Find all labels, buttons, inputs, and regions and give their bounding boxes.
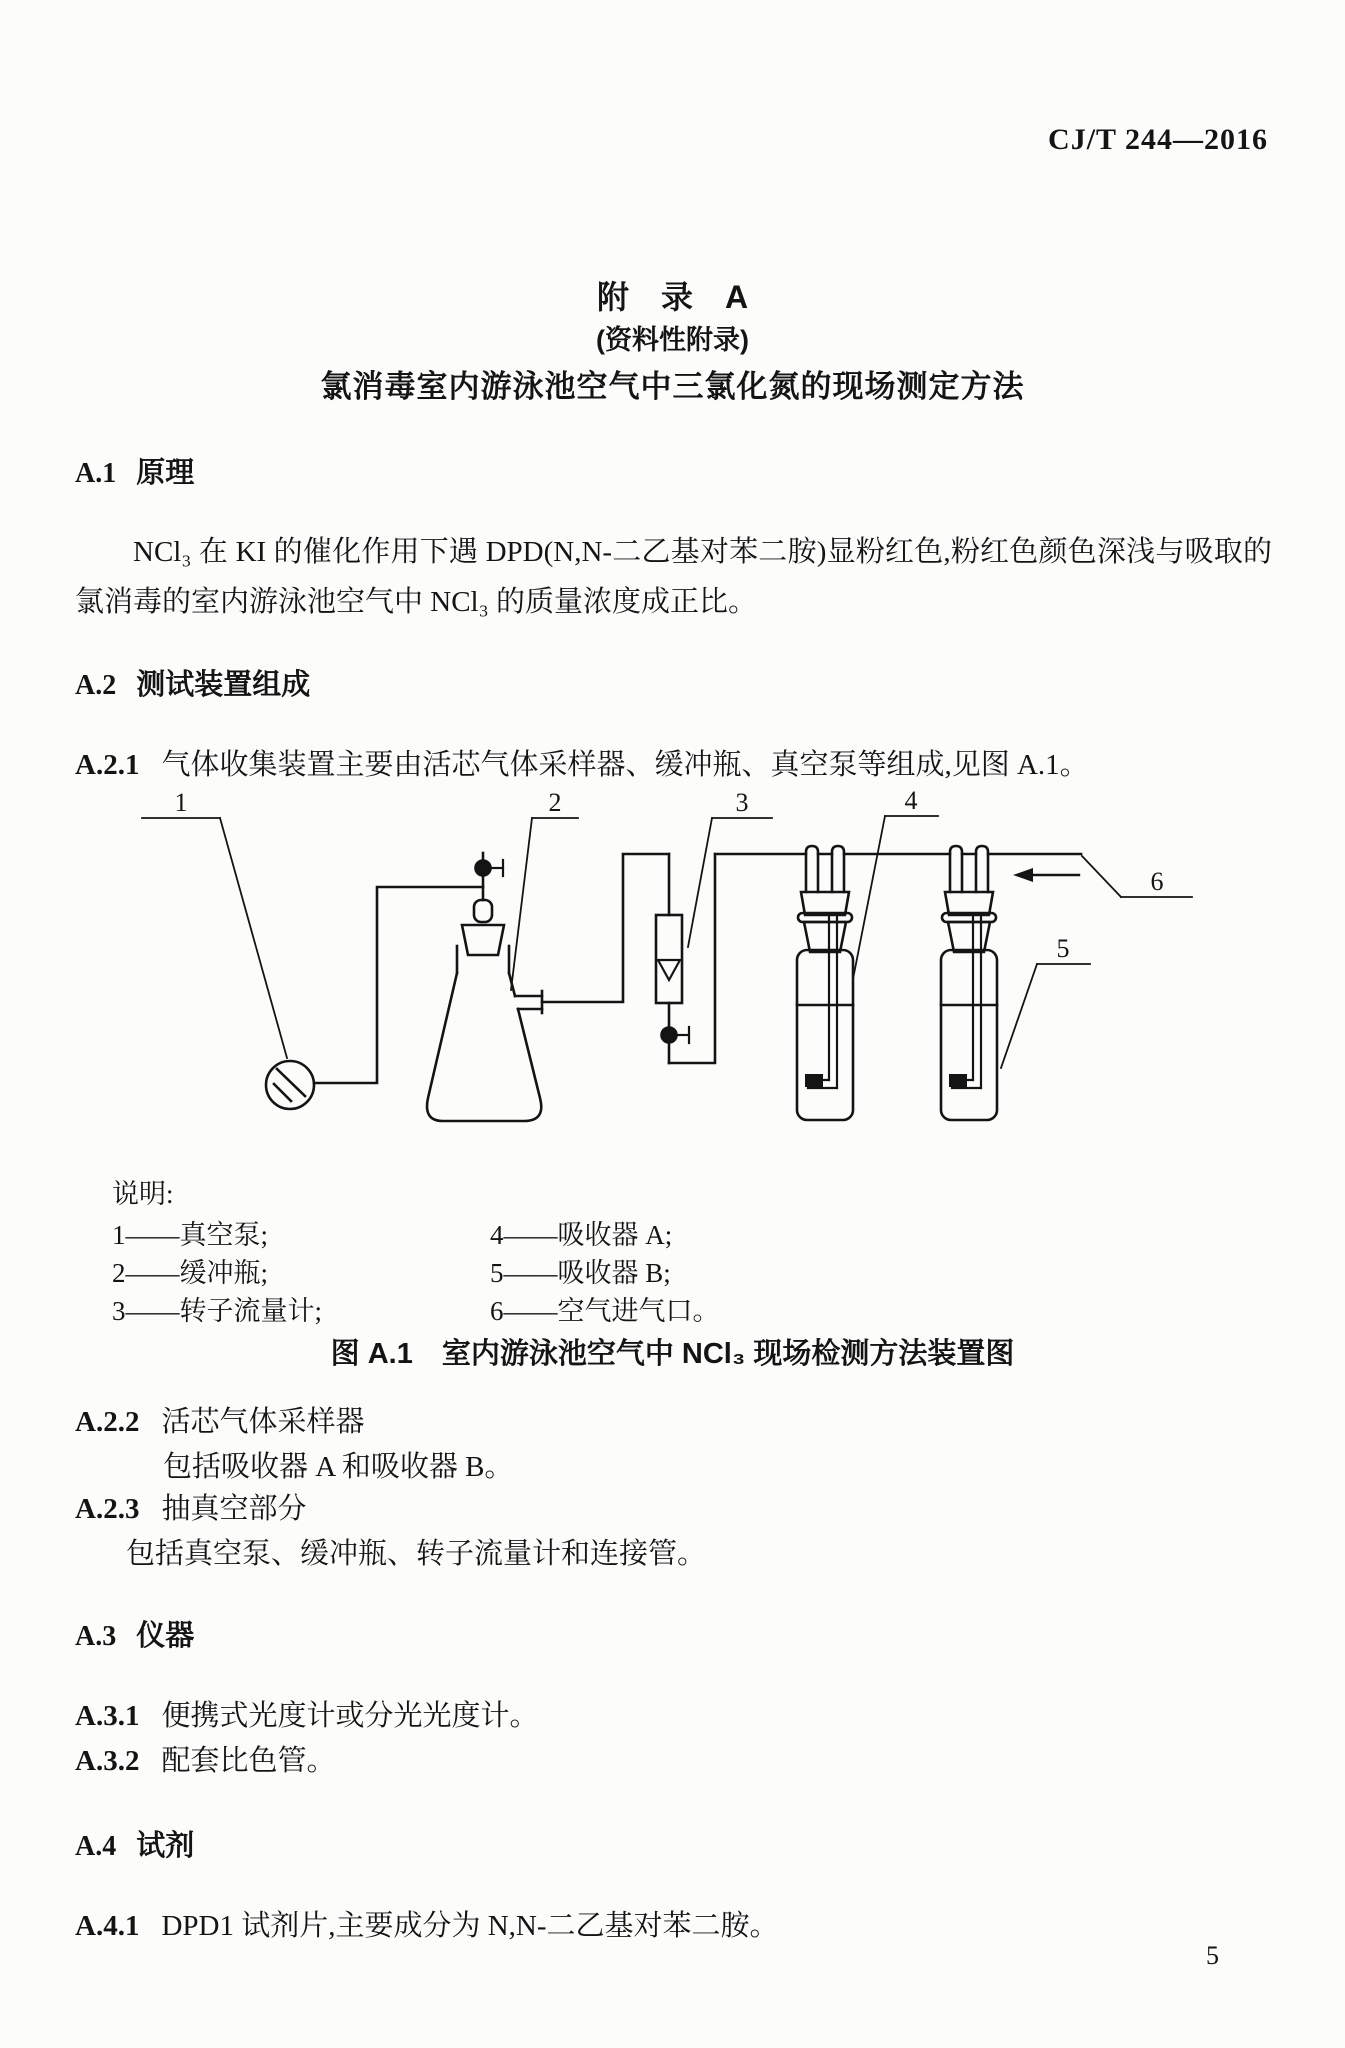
callout-3: 3 [735, 790, 749, 817]
legend-title: 说明: [112, 1179, 174, 1209]
pipe-pump-to-flask [314, 887, 483, 1083]
clause-a41 [75, 1903, 779, 1944]
legend-item-4: 4——吸收器 A; [490, 1220, 673, 1250]
callout-6: 6 [1150, 867, 1164, 896]
pipe-flask-to-rotameter [542, 854, 669, 1002]
section-a1-paragraph: NCl₃ 在 KI 的催化作用下遇 DPD(N,N-二乙基对苯二胺)显粉红色,粉红色颜色深浅与吸取的氯消毒的室内游泳池空气中 NCl₃ 的质量浓度成正比。 [75, 536, 1272, 618]
section-a4-number: A.4 [75, 1831, 117, 1862]
buffer-flask-symbol [427, 900, 542, 1121]
clause-a21 [75, 742, 1089, 783]
clause-a23-heading [75, 1486, 306, 1527]
section-a1-number: A.1 [75, 458, 117, 489]
appendix-title: 附 录 A [596, 279, 749, 315]
clause-a23-number: A.2.3 [75, 1493, 140, 1525]
vacuum-pump-symbol [266, 1061, 314, 1109]
rotameter-symbol [656, 854, 689, 1063]
clause-a41-text: DPD1 试剂片,主要成分为 N,N-二乙基对苯二胺。 [161, 1910, 779, 1942]
legend-item-1: 1——真空泵; [112, 1220, 269, 1250]
section-a4-title: 试剂 [136, 1830, 195, 1862]
legend-item-5: 5——吸收器 B; [490, 1258, 671, 1288]
section-a1-title: 原理 [136, 457, 195, 489]
callout-2: 2 [548, 790, 562, 817]
legend-item-2: 2——缓冲瓶; [112, 1258, 269, 1288]
section-a1-heading [75, 450, 194, 491]
clause-a22-text: 包括吸收器 A 和吸收器 B。 [163, 1451, 514, 1483]
clause-a23-text: 包括真空泵、缓冲瓶、转子流量计和连接管。 [126, 1538, 707, 1570]
clause-a31 [75, 1693, 538, 1734]
clause-a21-text: 气体收集装置主要由活芯气体采样器、缓冲瓶、真空泵等组成,见图 A.1。 [161, 749, 1089, 781]
clause-a22-title: 活芯气体采样器 [161, 1406, 365, 1438]
clause-a22-number: A.2.2 [75, 1406, 140, 1438]
clause-a21-number: A.2.1 [75, 749, 140, 781]
appendix-subtitle: (资料性附录) [596, 325, 749, 355]
callout-1: 1 [174, 790, 188, 817]
clause-a32-text: 配套比色管。 [161, 1745, 336, 1777]
flask-stopcock [476, 853, 504, 900]
clause-a32-number: A.3.2 [75, 1745, 140, 1777]
figure-caption: 图 A.1 室内游泳池空气中 NCl₃ 现场检测方法装置图 [330, 1338, 1015, 1370]
clause-a32 [75, 1738, 335, 1779]
section-a2-number: A.2 [75, 670, 117, 701]
section-a4-heading [75, 1823, 194, 1864]
section-a2-title: 测试装置组成 [136, 669, 311, 701]
section-a2-heading [75, 662, 310, 703]
callout-5: 5 [1056, 934, 1070, 963]
air-flow-arrow [1013, 868, 1079, 882]
page-number: 5 [1206, 1941, 1219, 1970]
figure-a1-diagram [75, 790, 1270, 1165]
callout-4: 4 [904, 790, 918, 815]
clause-a31-number: A.3.1 [75, 1700, 140, 1732]
clause-a31-text: 便携式光度计或分光光度计。 [161, 1700, 539, 1732]
section-a3-number: A.3 [75, 1621, 117, 1652]
clause-a23-title: 抽真空部分 [161, 1493, 307, 1525]
absorber-a-symbol [797, 846, 853, 1120]
clause-a41-number: A.4.1 [75, 1910, 140, 1942]
clause-a22-heading [75, 1399, 364, 1440]
legend-item-6: 6——空气进气口。 [490, 1296, 720, 1326]
section-a3-title: 仪器 [136, 1620, 195, 1652]
absorber-b-symbol [941, 846, 997, 1120]
legend-item-3: 3——转子流量计; [112, 1296, 323, 1326]
apparatus-schematic [75, 790, 1270, 1165]
standard-code: CJ/T 244—2016 [1048, 123, 1268, 156]
section-a3-heading [75, 1613, 194, 1654]
appendix-main-title: 氯消毒室内游泳池空气中三氯化氮的现场测定方法 [320, 369, 1025, 404]
